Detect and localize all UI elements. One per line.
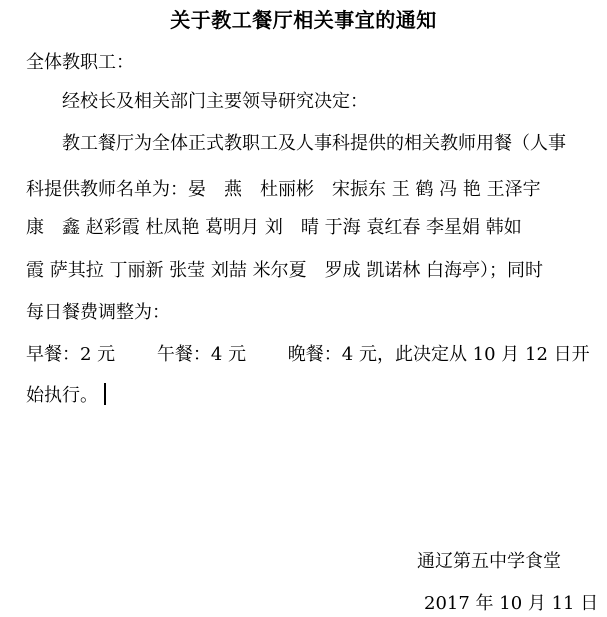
- signature-organization: 通辽第五中学食堂: [417, 551, 561, 572]
- text-cursor: [104, 383, 106, 405]
- body-line-5: 每日餐费调整为：: [26, 302, 170, 323]
- salutation: 全体教职工：: [26, 52, 134, 73]
- notice-title: 关于教工餐厅相关事宜的通知: [170, 8, 437, 32]
- body-line-7: [26, 383, 106, 408]
- body-line-3: 康 鑫 赵彩霞 杜凤艳 葛明月 刘 晴 于海 袁红春 李星娟 韩如: [26, 217, 522, 238]
- body-line-7-text: 始执行。: [26, 385, 98, 406]
- body-line-2: 科提供教师名单为：晏 燕 杜丽彬 宋振东 王 鹤 冯 艳 王泽宇: [26, 179, 541, 200]
- body-line-1: 教工餐厅为全体正式教职工及人事科提供的相关教师用餐（人事: [62, 133, 566, 154]
- signature-date: 2017 年 10 月 11 日: [424, 593, 599, 614]
- body-line-4: 霞 萨其拉 丁丽新 张莹 刘喆 米尔夏 罗成 凯诺林 白海亭）；同时: [26, 260, 544, 281]
- intro-line: 经校长及相关部门主要领导研究决定：: [62, 91, 368, 112]
- body-line-6: 早餐：2 元 午餐：4 元 晚餐：4 元，此决定从 10 月 12 日开: [26, 344, 590, 365]
